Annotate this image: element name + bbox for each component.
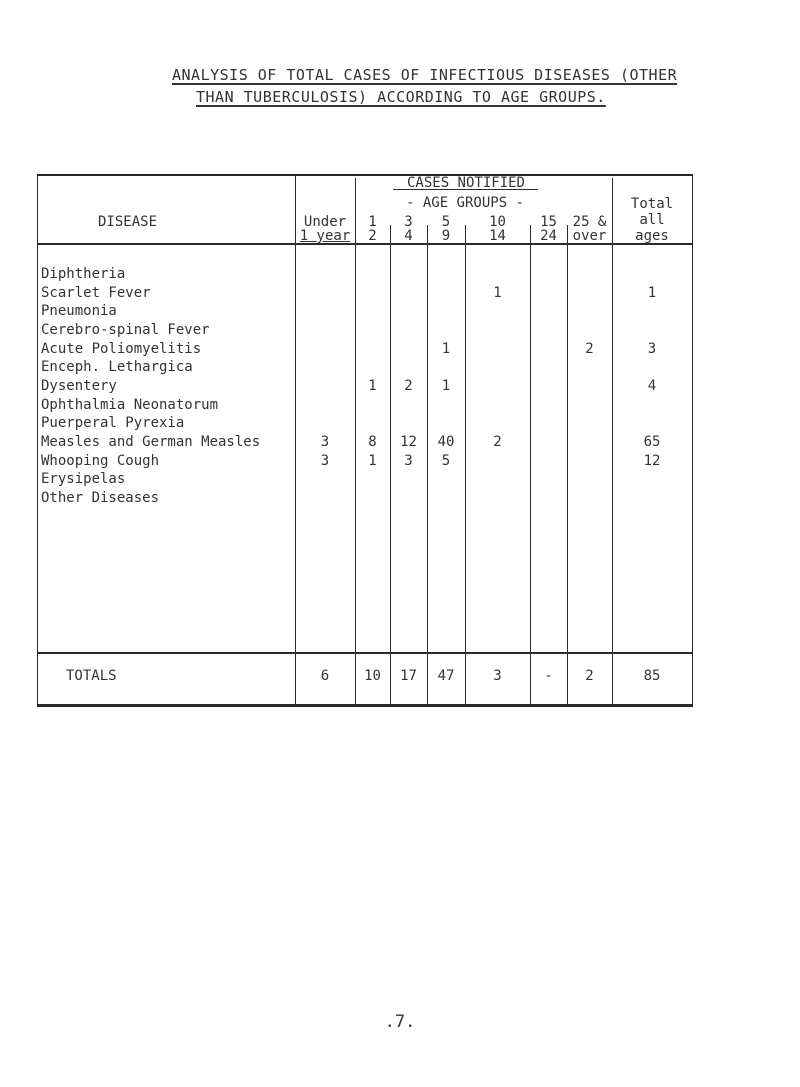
table-cell: 1 [493, 284, 502, 301]
disease-name: Acute Poliomyelitis [41, 340, 202, 357]
total-cell: 47 [437, 668, 455, 684]
table-cell: 3 [320, 433, 330, 450]
table-top-rule [37, 174, 693, 176]
table-cell: 40 [437, 433, 455, 450]
table-cell: 4 [647, 377, 657, 394]
col-header-10-top: 10 [489, 214, 506, 230]
disease-name: Erysipelas [41, 471, 126, 488]
table-cell: 2 [404, 377, 413, 394]
disease-name: Measles and German Measles [41, 433, 261, 450]
disease-name: Diphtheria [41, 266, 126, 282]
table-cell: 1 [647, 284, 657, 301]
col-header-1-top: 1 [368, 214, 377, 230]
disease-name: Ophthalmia Neonatorum [41, 396, 219, 413]
total-cell: - [544, 668, 553, 684]
table-cell: 65 [643, 433, 661, 450]
col-header-total-line3: ages [635, 228, 669, 244]
totals-label: TOTALS [66, 668, 117, 684]
total-cell: 6 [320, 668, 330, 684]
col-header-5-top: 5 [441, 214, 451, 230]
total-cell: 3 [493, 668, 502, 684]
disease-name: Other Diseases [41, 489, 160, 506]
table-cell: 5 [441, 452, 451, 469]
page-number: .7. [384, 1012, 416, 1032]
table-cell: 12 [643, 452, 661, 469]
table-bottom-rule [37, 704, 693, 707]
table-cell: 2 [493, 433, 502, 450]
disease-name: Puerperal Pyrexia [41, 415, 185, 432]
header-cases-notified: CASES NOTIFIED [406, 175, 525, 191]
total-cell: 2 [585, 668, 594, 684]
col-header-under1-bottom: 1 year [299, 228, 351, 244]
total-cell: 85 [643, 668, 661, 684]
disease-name: Dysentery [41, 377, 117, 394]
col-header-total-line1: Total [630, 196, 674, 212]
col-header-1-bottom: 2 [368, 228, 377, 244]
header-age-groups: - AGE GROUPS - [405, 195, 524, 211]
col-header-5-bottom: 9 [441, 228, 451, 244]
body-bottom-rule [37, 652, 693, 654]
table-cell: 1 [441, 377, 451, 394]
table-cell: 1 [368, 452, 377, 469]
disease-name: Scarlet Fever [41, 284, 151, 301]
col-header-under1-top: Under [303, 214, 347, 230]
col-header-total-line2: all [639, 212, 665, 228]
table-cell: 12 [400, 433, 417, 450]
col-header-25-bottom: over [572, 228, 607, 244]
col-header-10-bottom: 14 [489, 228, 506, 244]
disease-name: Cerebro-spinal Fever [41, 321, 210, 338]
table-cell: 1 [441, 340, 451, 357]
header-disease: DISEASE [98, 214, 158, 230]
table-left-border [37, 174, 38, 706]
title-line-2: THAN TUBERCULOSIS) ACCORDING TO AGE GROUPS. [196, 88, 606, 106]
total-cell: 10 [364, 668, 381, 684]
table-cell: 3 [320, 452, 330, 469]
table-right-border [692, 174, 693, 706]
table-cell: 8 [368, 433, 377, 450]
title-line-1: ANALYSIS OF TOTAL CASES OF INFECTIOUS DISEASES (OTHER [172, 66, 678, 84]
col-header-3-top: 3 [404, 214, 413, 230]
col-header-15-bottom: 24 [540, 228, 557, 244]
disease-name: Whooping Cough [41, 452, 160, 469]
col-header-15-top: 15 [540, 214, 557, 230]
col-header-3-bottom: 4 [404, 228, 413, 244]
col-divider-15-24 [567, 225, 568, 706]
disease-name: Enceph. Lethargica [41, 359, 193, 376]
table-cell: 1 [368, 377, 377, 394]
table-cell: 2 [585, 340, 594, 357]
col-divider-10-14 [530, 225, 531, 706]
table-cell: 3 [404, 452, 413, 469]
disease-name: Pneumonia [41, 303, 117, 320]
total-cell: 17 [400, 668, 417, 684]
col-header-25-top: 25 & [572, 214, 607, 230]
table-cell: 3 [647, 340, 657, 357]
